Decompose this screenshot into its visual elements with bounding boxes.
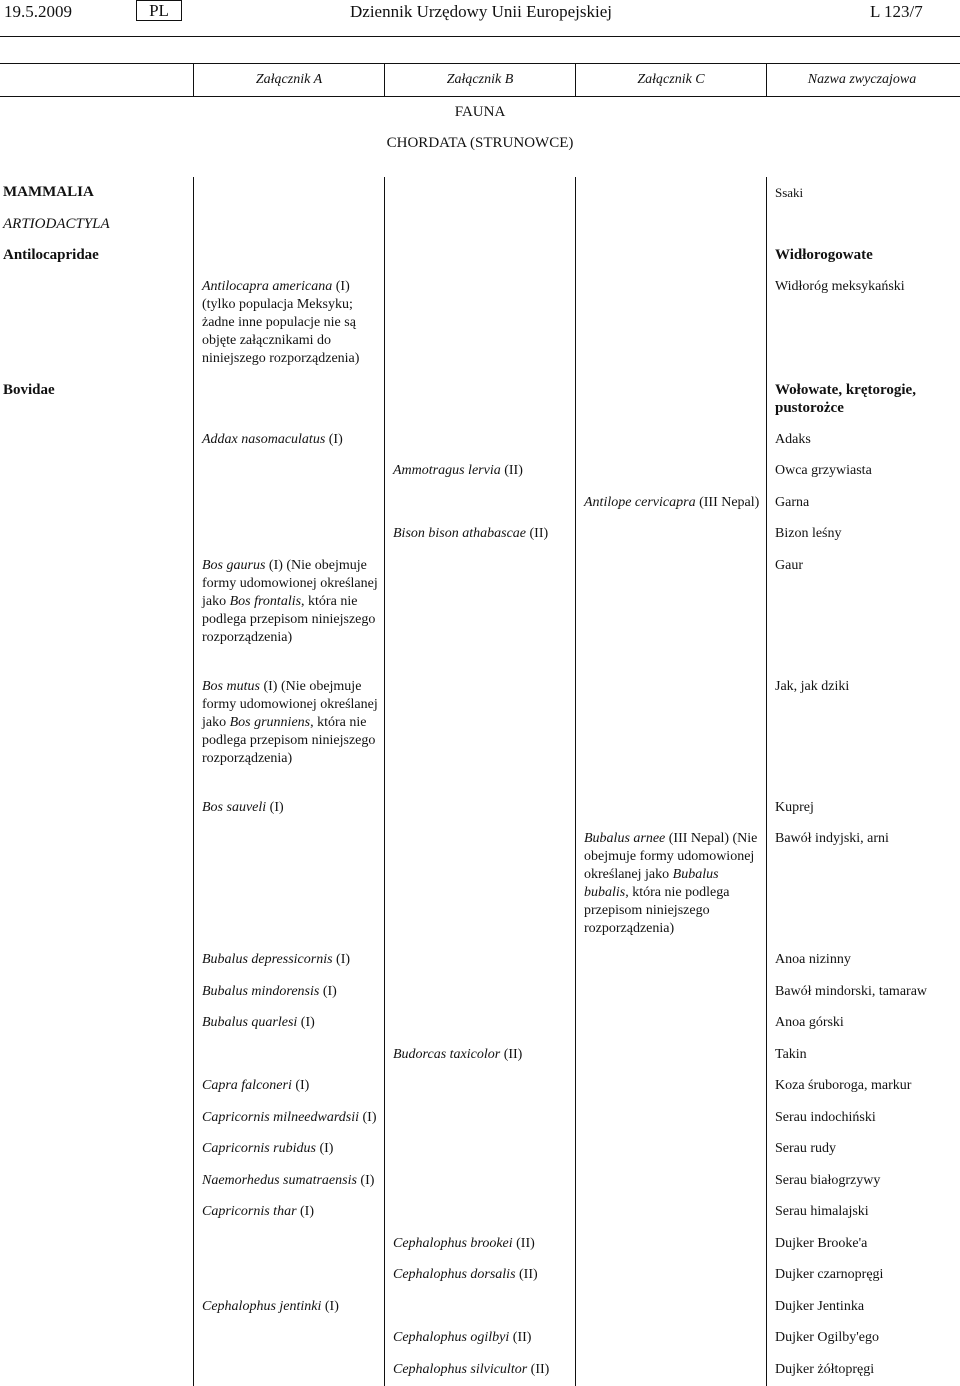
common-bos-mutus: Jak, jak dziki — [775, 679, 850, 694]
species-name: Cephalophus brookei — [393, 1236, 513, 1251]
column-header-top-rule — [0, 63, 960, 64]
common-capricornis-rubidus: Serau rudy — [775, 1141, 837, 1156]
entry-antilope — [584, 494, 759, 512]
entry-cephalophus-dorsalis — [393, 1266, 538, 1284]
listing-note: (III Nepal) (Nie obejmuje formy udomowionej określanej jako — [584, 831, 758, 882]
listing-note: (I) — [315, 1141, 334, 1156]
listing-note: (II) — [515, 1267, 538, 1282]
listing-note: (I) — [325, 432, 343, 447]
section-chordata: CHORDATA (STRUNOWCE) — [386, 135, 574, 151]
species-name: Bubalus mindorensis — [202, 984, 320, 999]
common-bubalus-mindorensis: Bawół mindorski, tamaraw — [775, 984, 928, 999]
species-name: Bubalus arnee — [584, 831, 666, 846]
entry-capricornis-thar — [202, 1203, 314, 1221]
listing-note-end: , która nie podlega przepisom niniejszego rozporządzenia) — [202, 594, 376, 645]
entry-bubalus-depressicornis — [202, 951, 350, 969]
species-name: Cephalophus dorsalis — [393, 1267, 516, 1282]
class-mammalia: MAMMALIA — [3, 184, 94, 200]
listing-note: (II) — [512, 1236, 535, 1251]
listing-note: (II) — [500, 1047, 523, 1062]
column-divider-4 — [766, 177, 767, 1386]
common-ammotragus: Owca grzywiasta — [775, 463, 872, 478]
common-addax: Adaks — [775, 432, 811, 447]
common-bubalus-arnee: Bawół indyjski, arni — [775, 831, 889, 846]
species-name: Bison bison athabascae — [393, 526, 526, 541]
listing-note: (I) — [359, 1110, 377, 1125]
entry-naemorhedus-sumatraensis — [202, 1172, 374, 1190]
common-budorcas: Takin — [775, 1047, 807, 1062]
species-name: Antilocapra americana — [202, 279, 333, 294]
species-name: Capricornis milneedwardsii — [202, 1110, 359, 1125]
listing-note: (III Nepal) — [695, 495, 760, 510]
species-name: Cephalophus silvicultor — [393, 1362, 528, 1377]
common-cephalophus-dorsalis: Dujker czarnopręgi — [775, 1267, 884, 1282]
entry-budorcas — [393, 1046, 522, 1064]
species-name: Bubalus quarlesi — [202, 1015, 298, 1030]
column-header-bottom-rule — [0, 96, 960, 97]
column-divider-3 — [575, 177, 576, 1386]
species-name: Bos mutus — [202, 679, 260, 694]
order-artiodactyla: ARTIODACTYLA — [3, 216, 110, 232]
species-name: Bos sauveli — [202, 800, 267, 815]
common-capricornis-thar: Serau himalajski — [775, 1204, 869, 1219]
listing-note: (I) — [332, 952, 351, 967]
listing-note: (II) — [509, 1330, 532, 1345]
common-naemorhedus-sumatraensis: Serau białogrzywy — [775, 1173, 881, 1188]
domestic-form-name: Bos frontalis — [229, 594, 302, 609]
entry-cephalophus-ogilbyi — [393, 1329, 531, 1347]
common-antilocapra: Widłoróg meksykański — [775, 279, 905, 294]
page-header — [0, 0, 960, 30]
species-name: Capra falconeri — [202, 1078, 292, 1093]
species-name: Naemorhedus sumatraensis — [202, 1173, 357, 1188]
species-name: Cephalophus ogilbyi — [393, 1330, 510, 1345]
column-divider-1 — [193, 177, 194, 1386]
entry-bubalus-quarlesi — [202, 1014, 315, 1032]
listing-note: (I) — [297, 1015, 315, 1030]
listing-note: (I) — [319, 984, 337, 999]
entry-cephalophus-silvicultor — [393, 1361, 549, 1379]
column-heading-annex-b: Załącznik B — [446, 72, 514, 87]
listing-note-end: , która nie podlega przepisom niniejszego rozporządzenia) — [202, 715, 376, 766]
journal-title: Dziennik Urzędowy Unii Europejskiej — [350, 2, 613, 21]
common-bos-sauveli: Kuprej — [775, 800, 814, 815]
species-name: Bos gaurus — [202, 558, 266, 573]
common-antilope: Garna — [775, 495, 810, 510]
species-name: Capricornis rubidus — [202, 1141, 316, 1156]
listing-note: (I) — [296, 1204, 315, 1219]
column-divider-2 — [384, 177, 385, 1386]
entry-cephalophus-jentinki — [202, 1298, 339, 1316]
column-heading-annex-a: Załącznik A — [255, 72, 323, 87]
listing-note: (II) — [527, 1362, 550, 1377]
species-name: Budorcas taxicolor — [393, 1047, 501, 1062]
entry-cephalophus-brookei — [393, 1235, 535, 1253]
listing-note: (I) — [321, 1299, 339, 1314]
domestic-form-name: Bos grunniens — [229, 715, 311, 730]
common-capra-falconeri: Koza śruboroga, markur — [775, 1078, 912, 1093]
common-antilocapridae: Widłorogowate — [775, 247, 873, 263]
entry-bubalus-arnee — [584, 830, 762, 938]
entry-ammotragus — [393, 462, 523, 480]
species-name: Antilope cervicapra — [584, 495, 696, 510]
family-antilocapridae: Antilocapridae — [3, 247, 99, 263]
listing-note: (I) (Nie obejmuje formy udomowionej określanej jako — [202, 558, 378, 609]
common-cephalophus-brookei: Dujker Brooke'a — [775, 1236, 868, 1251]
entry-bubalus-mindorensis — [202, 983, 337, 1001]
publication-date: 19.5.2009 — [4, 2, 72, 21]
section-fauna: FAUNA — [454, 104, 506, 120]
species-name: Bubalus depressicornis — [202, 952, 333, 967]
common-bison: Bizon leśny — [775, 526, 842, 541]
common-cephalophus-jentinki: Dujker Jentinka — [775, 1299, 865, 1314]
top-rule — [0, 36, 960, 37]
entry-antilocapra — [202, 278, 384, 368]
common-bubalus-depressicornis: Anoa nizinny — [775, 952, 851, 967]
common-bovidae: Wołowate, krętorogie, pustorożce — [775, 382, 916, 416]
common-bubalus-quarlesi: Anoa górski — [775, 1015, 844, 1030]
entry-capra-falconeri — [202, 1077, 309, 1095]
common-cephalophus-silvicultor: Dujker żółtopręgi — [775, 1362, 875, 1377]
common-capricornis-milneedwardsii: Serau indochiński — [775, 1110, 876, 1125]
listing-note: (I) — [266, 800, 284, 815]
language-badge: PL — [136, 0, 182, 21]
listing-note: (II) — [526, 526, 549, 541]
entry-bos-sauveli — [202, 799, 284, 817]
listing-note: (II) — [500, 463, 523, 478]
listing-note-end: , która nie podlega przepisom niniejszego rozporządzenia) — [584, 885, 730, 936]
listing-note: (I) (tylko populacja Meksyku; żadne inne populacje nie są objęte załącznikami do niniejszego rozporządzenia) — [202, 279, 360, 366]
column-heading-common-name: Nazwa zwyczajowa — [807, 72, 917, 87]
common-cephalophus-ogilbyi: Dujker Ogilby'ego — [775, 1330, 880, 1345]
listing-note: (I) — [291, 1078, 310, 1093]
column-heading-annex-c: Załącznik C — [637, 72, 705, 87]
common-mammalia: Ssaki — [775, 185, 804, 200]
entry-addax — [202, 431, 343, 449]
entry-bos-mutus — [202, 678, 382, 768]
entry-capricornis-milneedwardsii — [202, 1109, 377, 1127]
species-name: Ammotragus lervia — [393, 463, 501, 478]
entry-bos-gaurus — [202, 557, 382, 647]
listing-note: (I) — [356, 1173, 375, 1188]
listing-note: (I) (Nie obejmuje formy udomowionej określanej jako — [202, 679, 378, 730]
family-bovidae: Bovidae — [3, 382, 55, 398]
entry-bison — [393, 525, 548, 543]
page-number: L 123/7 — [870, 2, 923, 21]
species-name: Capricornis thar — [202, 1204, 297, 1219]
species-name: Addax nasomaculatus — [202, 432, 326, 447]
species-name: Cephalophus jentinki — [202, 1299, 322, 1314]
domestic-form-name: Bubalus bubalis — [584, 867, 719, 900]
common-bos-gaurus: Gaur — [775, 558, 803, 573]
entry-capricornis-rubidus — [202, 1140, 333, 1158]
